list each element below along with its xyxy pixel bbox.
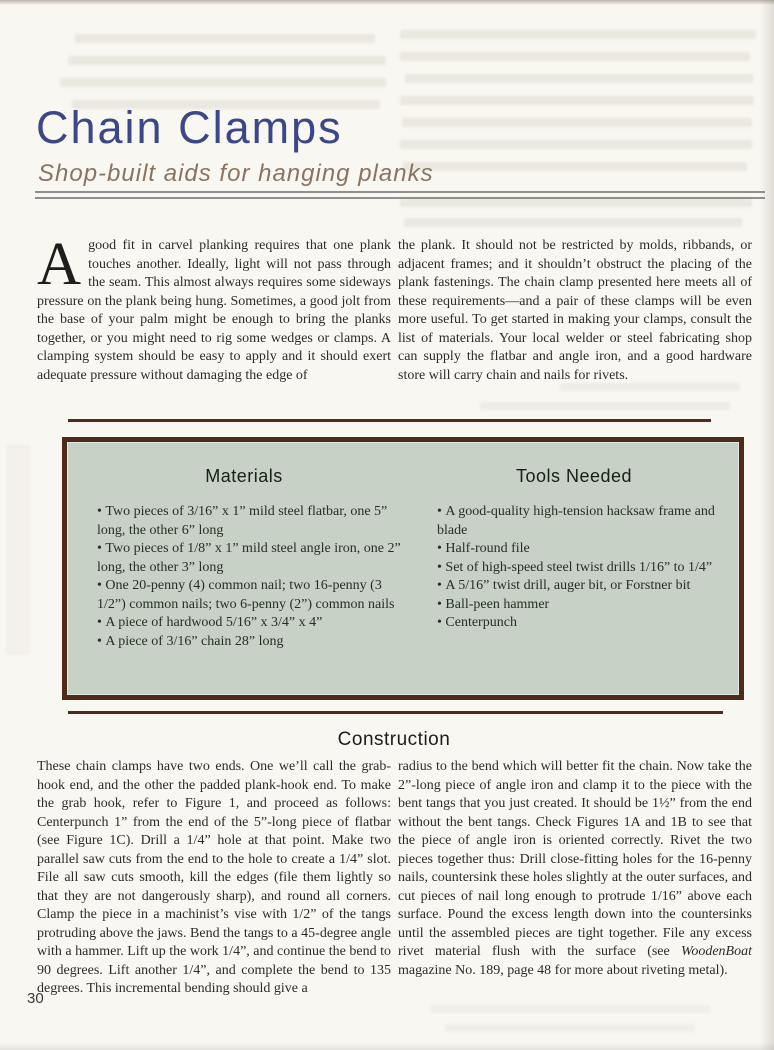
materials-tools-box — [62, 437, 744, 700]
construction-paragraph-right — [398, 758, 752, 980]
bleedthrough-artifact — [402, 118, 752, 127]
intro-paragraph-right: the plank. It should not be restricted by molds, ribbands, or adjacent frames; and it shouldn’t obstruct the placing of the plank fastenings. The chain clamp presented here meets all of these requirements—and a pair of these clamps will be even more useful. To get started in making your clamps, consult the list of materials. Your local welder or steel fabricating shop can supply the flatbar and angle iron, and a good hardware store will carry chain and nails for rivets. — [398, 238, 752, 383]
materials-item: • Two pieces of 1/8” x 1” mild steel angle iron, one 2” long, the other 3” long — [97, 540, 409, 577]
magazine-name: WoodenBoat — [680, 944, 752, 959]
drop-cap: A — [37, 231, 82, 298]
construction-text-right-end: magazine No. 189, page 48 for more about riveting metal). — [398, 962, 728, 978]
bleedthrough-artifact — [6, 445, 30, 655]
tools-item: • Centerpunch — [437, 614, 729, 633]
bleedthrough-artifact — [60, 78, 386, 87]
construction-text-right: radius to the bend which will better fit the chain. Now take the 2”-long piece of angle iron and clamp it to the piece with the bent tangs that you just created. It should be 1½” from the end without the bent tangs. Check Figures 1A and 1B to see that the piece of angle iron is oriented correctly. Rivet the two pieces together thus: Drill close-fitting holes for the 16-penny nails, countersink these holes slightly at the outer surfaces, and cut pieces of nail long enough to protrude 1/16” above each surface. Pound the excess length down into the countersinks until the assembled pieces are tight together. File any excess rivet material flush with the surface (see — [398, 759, 752, 959]
tools-item: • Set of high-speed steel twist drills 1/16” to 1/4” — [437, 559, 729, 578]
materials-section — [79, 442, 409, 651]
tools-item: • A 5/16” twist drill, auger bit, or Forstner bit — [437, 577, 729, 596]
bleedthrough-artifact — [403, 162, 747, 171]
materials-heading: Materials — [205, 466, 283, 486]
bleedthrough-artifact — [404, 218, 742, 227]
page-edge-shadow-bottom — [0, 1042, 774, 1050]
page-edge-shadow-top — [0, 0, 774, 5]
bleedthrough-artifact — [400, 140, 752, 149]
intro-text-left: good fit in carvel planking requires that one plank touches another. Ideally, light will not pass through the seam. This almost always requires some sideways pressure on the plank being hung. Sometimes, a good jolt from the base of your palm might be enough to bring the planks together, or you might need to rig some wedges or clamps. A clamping system should be easy to apply and it should exert adequate pressure without damaging the edge of — [37, 238, 391, 383]
page-subtitle: Shop-built aids for hanging planks — [38, 160, 434, 187]
tools-item: • Ball-peen hammer — [437, 596, 729, 615]
materials-item: • One 20-penny (4) common nail; two 16-penny (3 1/2”) common nails; two 6-penny (2”) common nails — [97, 577, 409, 614]
construction-paragraph-left: These chain clamps have two ends. One we’ll call the grab-hook end, and the other the padded plank-hook end. To make the grab hook, refer to Figure 1, and proceed as follows: Centerpunch 1” from the end of the 5”-long piece of flatbar (see Figure 1C). Drill a 1/4” hole at that point. Make two parallel saw cuts from the end to the hole to create a 1/4” slot. File all saw cuts smooth, kill the edges (file them lightly so that they are not dangerously sharp), and round all corners. Clamp the piece in a machinist’s vise with 1/2” of the tangs protruding above the jaws. Bend the tangs to a 45-degree angle with a hammer. Lift up the work 1/4”, and continue the bend to 90 degrees. Lift another 1/4”, and complete the bend to 135 degrees. This incremental bending should give a — [37, 759, 391, 996]
page-title: Chain Clamps — [36, 102, 343, 153]
materials-item: • A piece of hardwood 5/16” x 3/4” x 4” — [97, 614, 409, 633]
tools-list — [419, 503, 729, 633]
bleedthrough-artifact — [400, 52, 750, 61]
tools-item: • Half-round file — [437, 540, 729, 559]
bleedthrough-artifact — [68, 56, 386, 65]
page-edge-shadow-right — [760, 0, 774, 1050]
header-double-rule — [35, 191, 765, 199]
bleedthrough-artifact — [430, 1005, 710, 1013]
bleedthrough-artifact — [445, 1024, 695, 1032]
tools-section — [419, 442, 729, 633]
materials-item: • A piece of 3/16” chain 28” long — [97, 633, 409, 652]
materials-item: • Two pieces of 3/16” x 1” mild steel flatbar, one 5” long, the other 6” long — [97, 503, 409, 540]
intro-paragraph-left — [37, 231, 391, 385]
bleedthrough-artifact — [400, 30, 756, 39]
rule-above-box — [68, 419, 711, 422]
bleedthrough-artifact — [75, 34, 375, 43]
bleedthrough-artifact — [400, 198, 752, 207]
construction-heading: Construction — [337, 729, 451, 750]
tools-heading: Tools Needed — [515, 466, 633, 486]
bleedthrough-artifact — [405, 74, 753, 83]
bleedthrough-artifact — [480, 402, 730, 410]
tools-item: • A good-quality high-tension hacksaw frame and blade — [437, 503, 729, 540]
bleedthrough-artifact — [400, 96, 754, 105]
materials-list — [79, 503, 409, 651]
page-number: 30 — [27, 990, 44, 1007]
rule-below-box — [68, 711, 723, 714]
